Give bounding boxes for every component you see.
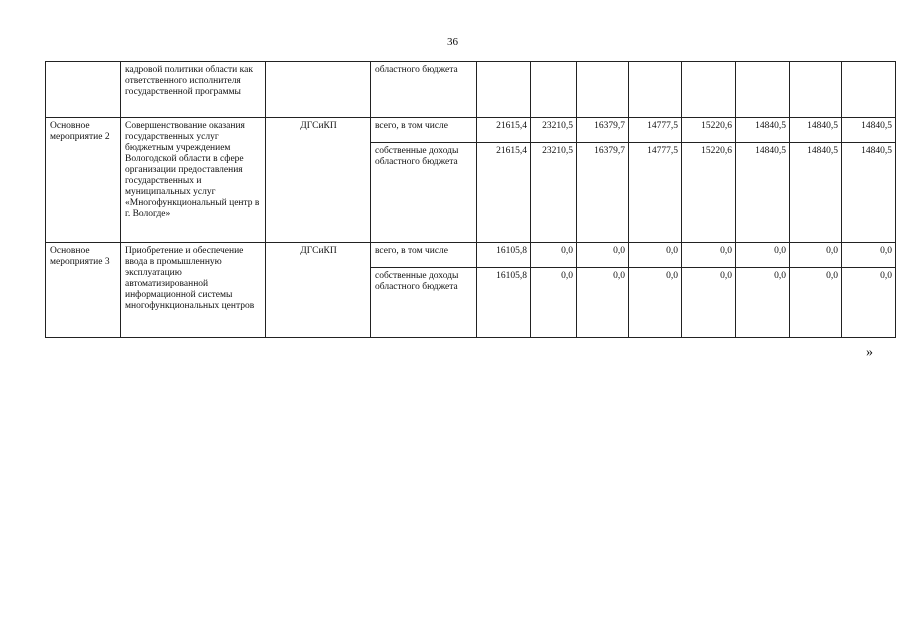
value-cell: 0,0 [790,243,842,268]
funding-source-cell: собственные доходы областного бюджета [371,268,477,338]
value-cell: 14777,5 [629,143,682,243]
value-cell [842,62,896,118]
executor-cell: ДГСиКП [266,118,371,243]
activity-name-cell: Приобретение и обеспечение ввода в промышленную эксплуатацию автоматизированной информационной системы многофункциональных центров [121,243,266,338]
value-cell: 0,0 [629,243,682,268]
value-cell: 15220,6 [682,118,736,143]
value-cell: 0,0 [577,243,629,268]
value-cell [682,62,736,118]
value-cell: 14840,5 [790,118,842,143]
value-cell: 0,0 [736,243,790,268]
activity-name-cell: Совершенствование оказания государственных услуг бюджетным учреждением Вологодской области в сфере организации предоставления государственных и муниципальных услуг «Многофункциональный центр в г. Вологде» [121,118,266,243]
value-cell: 16379,7 [577,118,629,143]
value-cell [577,62,629,118]
value-cell [790,62,842,118]
value-cell: 14840,5 [790,143,842,243]
activity-cell [46,62,121,118]
value-cell: 16105,8 [477,268,531,338]
value-cell: 0,0 [736,268,790,338]
value-cell: 14840,5 [736,118,790,143]
funding-source-cell: всего, в том числе [371,243,477,268]
budget-table [45,61,896,338]
value-cell: 0,0 [682,243,736,268]
table-row [46,118,896,143]
value-cell: 16379,7 [577,143,629,243]
value-cell: 14840,5 [842,118,896,143]
activity-cell: Основное мероприятие 2 [46,118,121,243]
page-number: 36 [447,36,458,48]
value-cell: 14840,5 [842,143,896,243]
value-cell: 23210,5 [531,143,577,243]
value-cell: 0,0 [531,243,577,268]
executor-cell [266,62,371,118]
value-cell: 0,0 [577,268,629,338]
value-cell: 0,0 [790,268,842,338]
value-cell: 21615,4 [477,118,531,143]
value-cell: 0,0 [842,268,896,338]
value-cell: 14840,5 [736,143,790,243]
closing-quote-mark: » [866,345,873,360]
value-cell: 14777,5 [629,118,682,143]
table-row [46,243,896,268]
value-cell [629,62,682,118]
value-cell: 23210,5 [531,118,577,143]
value-cell [736,62,790,118]
value-cell [477,62,531,118]
funding-source-cell: областного бюджета [371,62,477,118]
value-cell: 0,0 [842,243,896,268]
table-row [46,62,896,118]
activity-cell: Основное мероприятие 3 [46,243,121,338]
funding-source-cell: собственные доходы областного бюджета [371,143,477,243]
value-cell: 21615,4 [477,143,531,243]
value-cell: 0,0 [629,268,682,338]
value-cell: 16105,8 [477,243,531,268]
value-cell [531,62,577,118]
value-cell: 0,0 [682,268,736,338]
value-cell: 0,0 [531,268,577,338]
activity-name-cell: кадровой политики области как ответственного исполнителя государственной программы [121,62,266,118]
funding-source-cell: всего, в том числе [371,118,477,143]
value-cell: 15220,6 [682,143,736,243]
executor-cell: ДГСиКП [266,243,371,338]
